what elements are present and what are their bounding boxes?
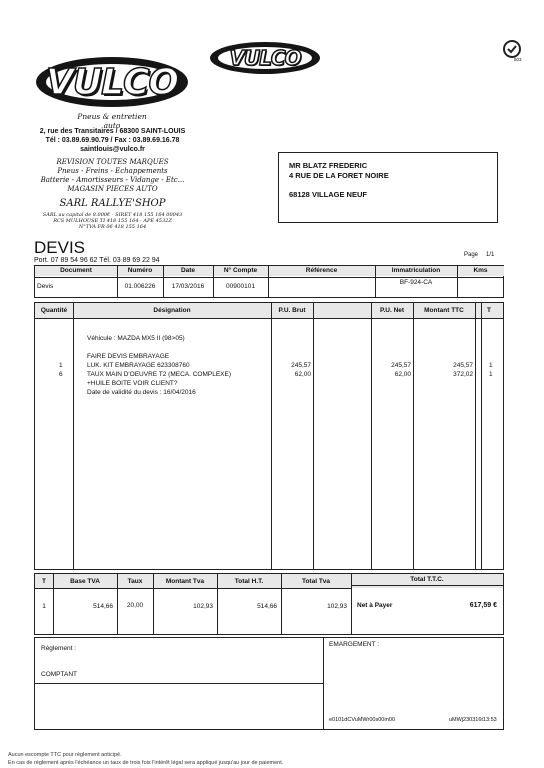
footer-penalty: En cas de règlement après l'échéance un taux de trois fois l'intérêt légal sera appliqué jusqu'au jour de paiement. — [8, 760, 284, 766]
service-item: Batterie - Amortisseurs - Vidange - Etc... — [40, 176, 185, 184]
net-a-payer-value: 617,59 € — [469, 602, 497, 609]
col-montant-tva: Montant Tva — [165, 578, 205, 585]
payment-section — [34, 637, 504, 730]
service-item: REVISION TOUTES MARQUES — [56, 158, 169, 166]
base-tva: 514,66 — [93, 603, 113, 610]
customer-name: MR BLATZ FREDERIC — [289, 161, 368, 170]
validity-date: Date de validité du devis : 16/04/2016 — [87, 389, 196, 396]
col-taux: Taux — [127, 578, 143, 585]
montant-tva: 102,93 — [193, 603, 213, 610]
totals-table — [34, 573, 504, 635]
total-ht: 514,66 — [257, 603, 277, 610]
badge-number: 503 — [514, 57, 522, 62]
company-address: 2, rue des Transitaires / 68300 SAINT-LOUIS — [39, 128, 186, 135]
col-kms: Kms — [457, 266, 504, 276]
page-number: 1/1 — [486, 252, 495, 258]
col-pu-brut: P.U. Brut — [278, 307, 306, 314]
total-t: 1 — [42, 603, 46, 610]
col-numero: Numéro — [117, 266, 163, 276]
vulco-logo-large — [36, 57, 188, 107]
col-reference: Référence — [268, 266, 375, 276]
col-immatriculation: Immatriculation — [375, 266, 457, 276]
col-total-ttc: Total T.T.C. — [410, 576, 444, 583]
company-legal — [10, 212, 215, 230]
value-document: Devis — [37, 283, 54, 290]
customer-city: 68128 VILLAGE NEUF — [289, 190, 367, 199]
line-pu-net: 245,57 — [391, 362, 411, 369]
line-t: 1 — [489, 362, 493, 369]
services-list — [10, 158, 215, 194]
service-item: Pneus - Freins - Echappements — [57, 167, 168, 175]
line-pu-brut: 245,57 — [291, 362, 311, 369]
payment-mode: COMPTANT — [41, 671, 77, 678]
value-numero: 01.006226 — [124, 283, 156, 290]
line-montant: 372,02 — [453, 371, 473, 378]
taux-tva: 20,00 — [126, 602, 144, 609]
quote-lines-table — [34, 302, 504, 570]
line-montant: 245,57 — [453, 362, 473, 369]
reglement-label: Règlement : — [41, 645, 77, 652]
col-pu-net: P.U. Net — [379, 307, 405, 314]
company-address-block — [10, 127, 215, 154]
legal-line: SARL au capital de 8.000€ - SIRET 418 155 164 00043 — [42, 212, 183, 218]
quote-intro: FAIRE DEVIS EMBRAYAGE — [87, 353, 170, 360]
page-label: Page — [464, 252, 479, 258]
col-total-t: T — [42, 578, 46, 585]
logo-text-small: VULCO — [229, 46, 301, 70]
legal-line: N°TVA FR 06 418 155 164 — [78, 224, 147, 230]
col-total-ht: Total H.T. — [234, 578, 264, 585]
col-t: T — [487, 307, 491, 314]
value-date: 17/03/2016 — [171, 283, 205, 290]
col-compte: N° Compte — [213, 266, 268, 276]
vehicle-line: Véhicule : MAZDA MX5 II (98>05) — [87, 335, 185, 342]
line-pu-net: 62,00 — [394, 371, 411, 378]
col-total-tva: Total Tva — [301, 578, 331, 585]
footer-escompte: Aucun escompte TTC pour règlement anticipé. — [8, 752, 122, 758]
legal-line: RCS MULHOUSE TI 418 155 164 - APE 4532Z — [53, 218, 172, 224]
note-line: +HUILE BOITE VOIR CLIENT? — [87, 380, 178, 387]
logo-text-large: VULCO — [45, 61, 179, 103]
vulco-logo-small — [210, 42, 320, 74]
line-description: TAUX MAIN D'OEUVRE T2 (MECA. COMPLEXE) — [87, 371, 232, 378]
line-pu-brut: 62,00 — [294, 371, 311, 378]
line-qty: 6 — [59, 371, 63, 378]
value-compte: 00900101 — [226, 283, 255, 290]
customer-street: 4 RUE DE LA FORET NOIRE — [289, 170, 389, 180]
col-quantite: Quantité — [40, 307, 68, 314]
col-montant-ttc: Montant TTC — [424, 307, 464, 314]
signature-code-left: e0101dCVuMWr00s00m00 — [329, 717, 396, 723]
service-item: MAGASIN PIECES AUTO — [67, 185, 158, 193]
line-t: 1 — [489, 371, 493, 378]
company-phone-fax: Tél : 03.89.69.90.79 / Fax : 03.89.69.16.78 — [45, 137, 180, 144]
total-tva: 102,93 — [327, 603, 347, 610]
value-immatriculation: BF-924-CA — [399, 279, 433, 286]
col-document: Document — [35, 266, 117, 276]
company-name: SARL RALLYE'SHOP — [59, 198, 166, 209]
signature-code-right: uMWj230316t13:53 — [449, 717, 497, 723]
emargement-label: EMARGEMENT : — [329, 641, 380, 648]
col-base-tva: Base TVA — [70, 578, 100, 585]
customer-address-box — [278, 152, 498, 223]
col-date: Date — [163, 266, 213, 276]
document-title: DEVIS — [34, 238, 86, 257]
line-description: LUK. KIT EMBRAYAGE 623308760 — [87, 362, 190, 369]
line-qty: 1 — [59, 362, 63, 369]
certification-badge — [500, 37, 528, 65]
net-a-payer-label: Net à Payer — [357, 602, 393, 609]
col-designation: Désignation — [153, 307, 191, 314]
tagline: Pneus & entretien auto — [77, 112, 147, 130]
contact-phones: Port. 07 89 54 96 62 Tél. 03 89 69 22 94 — [34, 257, 160, 264]
document-header-table — [34, 265, 504, 298]
company-email: saintlouis@vulco.fr — [80, 146, 145, 153]
